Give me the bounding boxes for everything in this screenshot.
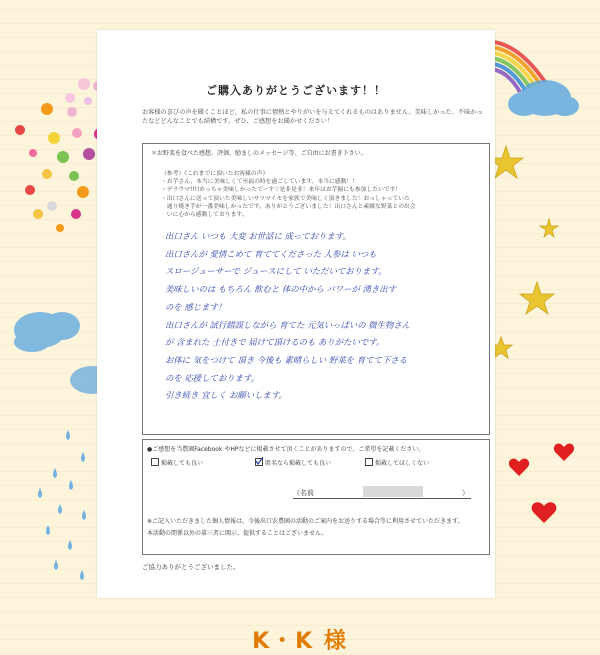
handwritten-line: スロージューサーで ジュースにして いただいております。	[165, 266, 387, 277]
handwritten-message	[165, 228, 483, 405]
closing-thanks: ご協力ありがとうございました。	[142, 563, 240, 571]
publish-consent-box	[142, 439, 490, 555]
stars	[489, 146, 558, 358]
option-allow[interactable]: 掲載しても良い	[151, 458, 203, 467]
confetti-dots	[15, 78, 110, 232]
comment-box	[142, 143, 490, 435]
checkbox[interactable]	[365, 458, 373, 466]
publish-question: ●ご感想を当農園Facebook やHPなどに掲載させて頂くことがありますので、ご希望を記載ください。	[147, 446, 425, 453]
handwritten-line: のを 応援しております。	[165, 372, 260, 383]
option-anonymous[interactable]: 匿名なら掲載しても良い	[255, 458, 331, 467]
handwritten-line: 出口さんが 愛情こめて 育ててくださった 人参は いつも	[165, 248, 377, 259]
raindrops	[38, 430, 86, 580]
comment-box-heading: ＊お野菜を食べた感想、評価、励ましのメッセージ等、ご自由にお書き下さい。	[151, 150, 367, 157]
handwritten-line: 引き続き 宜しく お願いします。	[165, 390, 287, 401]
handwritten-line: 出口さん いつも 大変 お世話に 成っております。	[165, 231, 351, 241]
name-redacted	[363, 486, 423, 497]
reference-line: ・出口さんに送って頂いた美味しいサツマイモを家族で美味しく頂きました！おっしゃっていた	[161, 195, 410, 202]
privacy-note: 本活動の関係以外の第三者に開示、提供することはございません。	[147, 530, 328, 537]
checkmark-icon	[255, 457, 263, 465]
checkbox-checked[interactable]	[255, 458, 263, 466]
handwritten-line: 出口さんが 試行錯誤しながら 育てた 元気いっぱいの 微生物さん	[165, 319, 411, 330]
hearts	[509, 444, 574, 523]
cloud-rainbow-right	[508, 80, 579, 116]
letter-intro: お客様の喜びの声を聞くことほど、私の仕事に情熱とやりがいを与えてくれるものはありません。美味しかった、不味かったなどどんなことでも結構です。ぜひ、ご感想をお聞かせください！	[142, 109, 483, 125]
reference-line: （参考）《これまでに頂いたお客様の声》	[161, 171, 269, 177]
reference-line: ・デラウマ!!!!めっちゃ美味しかったでーす♡是非是非！来年はお芋掘にも参加したいです！	[161, 187, 402, 194]
handwritten-line: お体に 気をつけて 頂き 今後も 素晴らしい 野菜を 育てて下さる	[165, 354, 408, 365]
handwritten-line: が 含まれた 土付きで 届けて頂けるのも ありがたいです。	[165, 337, 385, 348]
reference-comments	[161, 170, 481, 219]
letter-title: ご購入ありがとうございます！！	[206, 84, 386, 97]
reference-line: ・お芋さん、本当に美味しくて至福の時を過ごしています。本当に感動！！	[161, 179, 358, 186]
cloud-left	[14, 312, 80, 352]
reference-line: 通り焼き芋が一番美味しかったです。ありがとうございました！出口さんと素敵な野菜との出会	[161, 203, 416, 210]
handwritten-line: のを 感じます！	[165, 301, 227, 312]
handwritten-line: 美味しいのは もちろん 飲むと 体の中から パワーが 湧き出す	[165, 284, 397, 295]
customer-name: K・K 様	[252, 629, 348, 654]
name-field: （名前 ）	[293, 488, 471, 499]
privacy-note: ※ご記入いただきました個人情報は、今後出口农農園の活動のご案内をお送りする場合等に利用させていただきます。	[147, 518, 464, 525]
reference-line: いに心から感動しております。	[161, 212, 248, 219]
option-deny[interactable]: 掲載してほしくない	[365, 458, 429, 467]
checkbox[interactable]	[151, 458, 159, 466]
feedback-letter	[97, 30, 495, 598]
